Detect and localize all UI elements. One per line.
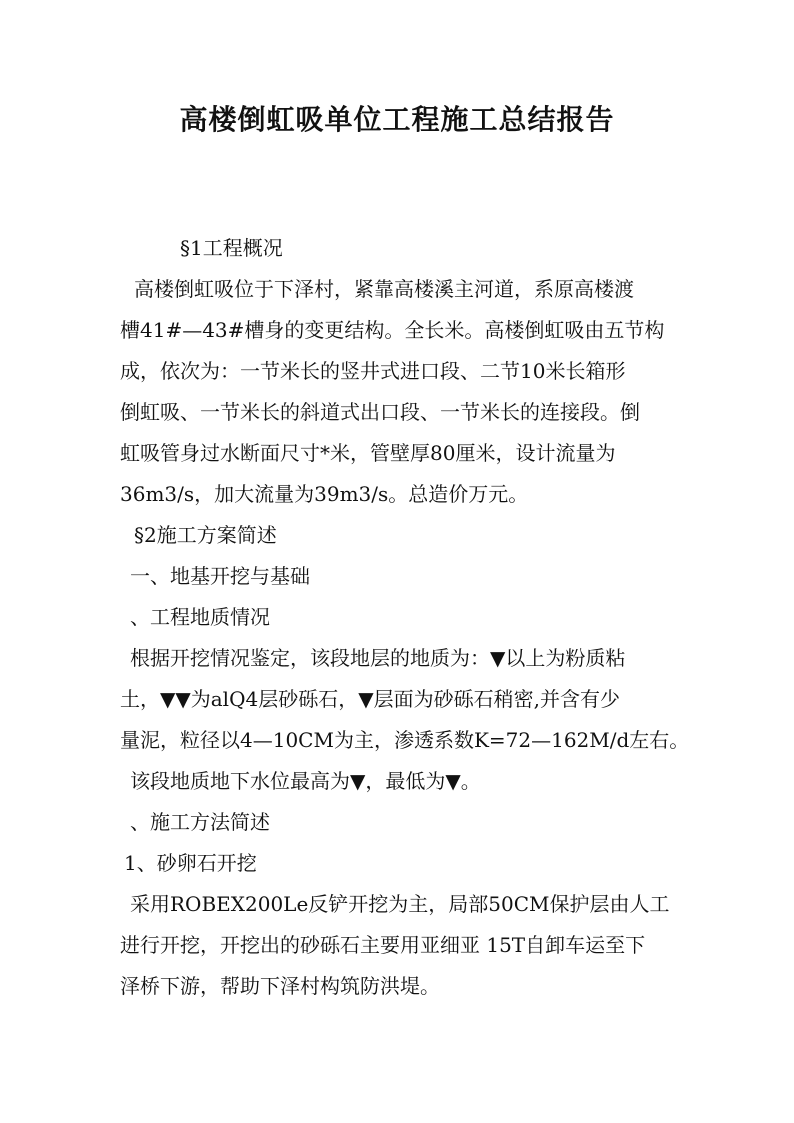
paragraph-line: 进行开挖，开挖出的砂砾石主要用亚细亚 15T自卸车运至下 (120, 933, 646, 957)
document-title: 高楼倒虹吸单位工程施工总结报告 (179, 103, 615, 136)
paragraph-line: 倒虹吸、一节米长的斜道式出口段、一节米长的连接段。倒 (120, 400, 640, 424)
paragraph-line: 该段地质地下水位最高为▼，最低为▼。 (130, 769, 481, 793)
subsection-heading: 、施工方法简述 (130, 810, 270, 834)
paragraph-line: 根据开挖情况鉴定，该段地层的地质为：▼以上为粉质粘 (130, 646, 626, 670)
paragraph-line: 槽41#—43#槽身的变更结构。全长米。高楼倒虹吸由五节构 (120, 318, 665, 342)
section-heading: §2施工方案简述 (134, 523, 277, 547)
paragraph-line: 量泥，粒径以4—10CM为主，渗透系数K=72—162M/d左右。 (120, 728, 690, 752)
paragraph-line: 泽桥下游，帮助下泽村构筑防洪堤。 (120, 974, 440, 998)
paragraph-line: 成，依次为：一节米长的竖井式进口段、二节10米长箱形 (120, 359, 626, 383)
subsection-heading: 一、地基开挖与基础 (130, 564, 310, 588)
paragraph-line: 高楼倒虹吸位于下泽村，紧靠高楼溪主河道，系原高楼渡 (134, 277, 634, 301)
section-heading: §1工程概况 (180, 236, 283, 260)
document-body (120, 228, 690, 1007)
subsection-heading: 、工程地质情况 (130, 605, 270, 629)
subsection-heading: 1、砂卵石开挖 (124, 851, 257, 875)
paragraph-line: 36m3/s，加大流量为39m3/s。总造价万元。 (120, 482, 529, 506)
paragraph-line: 土，▼▼为alQ4层砂砾石，▼层面为砂砾石稍密,并含有少 (120, 687, 620, 711)
paragraph-line: 采用ROBEX200Le反铲开挖为主，局部50CM保护层由人工 (130, 892, 670, 916)
paragraph-line: 虹吸管身过水断面尺寸*米，管壁厚80厘米，设计流量为 (120, 441, 616, 465)
